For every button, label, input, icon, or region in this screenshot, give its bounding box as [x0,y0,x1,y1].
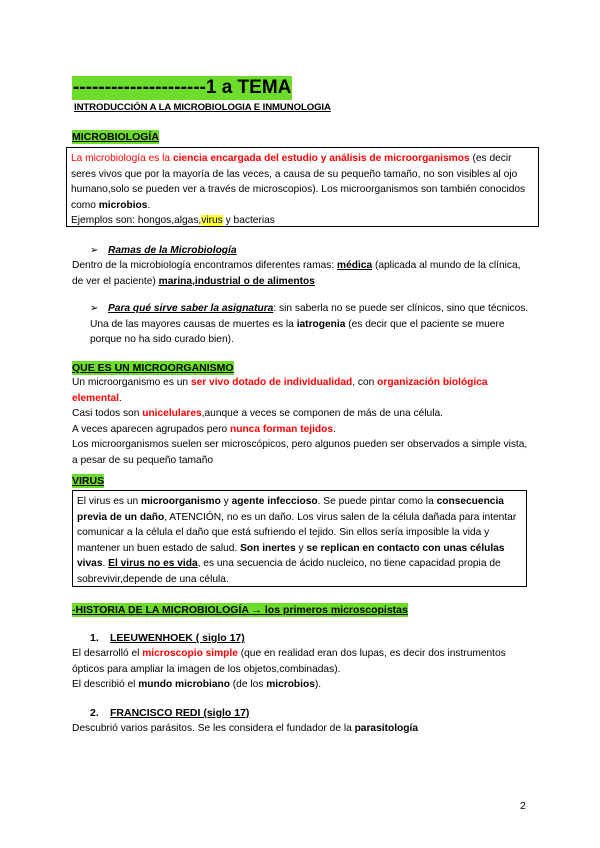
text: El virus no es vida [108,558,198,570]
asignatura-paragraph [90,301,532,348]
text: iatrogenia [296,318,346,330]
text: agente infeccioso [231,496,318,507]
text: ser vivo dotado de individualidad [190,377,353,388]
text: y [220,496,232,507]
text: organización biológica elemental [72,377,488,404]
text: Son inertes [240,542,296,554]
microbiologia-box [66,147,539,227]
text: y [295,542,307,554]
text: médica [337,260,373,271]
text: microbios [98,199,148,211]
text: microscopio simple [142,648,238,659]
text: El describió el [72,679,139,691]
text: : sin saberla no se puede ser clínicos, sino que técnicos. Una de las mayores causas de muertes es la [90,303,529,330]
historia-item-2-heading [90,707,249,719]
virus-box [72,490,527,587]
arrow-bullet-icon: ➢ [90,303,99,314]
text: La microbiología es la [71,153,173,164]
section-heading-virus: VIRUS [72,475,105,487]
highlight-virus: virus [201,215,223,227]
text: Los microorganismos suelen ser microscópicos, pero algunos pueden ser observados a simple vista, a pesar de su pequeño tamaño [72,439,528,466]
text: microbios [266,679,315,691]
text: parasitología [354,723,418,734]
text: (es decir seres vivos que por la mayoría de las veces, a causa de su pequeño tamaño, no son visibles al ojo humano,solo se pueden ver a través de microscopios). Los microorganismos son también conocidos como [71,153,526,211]
text: . [147,199,151,211]
historia-item-1-text [72,646,534,693]
list-number: 2. [90,707,99,719]
subheading-asignatura: Para qué sirve saber la asignatura [108,303,274,314]
text: Casi todos son [72,408,143,420]
text: . [119,392,122,404]
text: . [102,558,109,570]
text: (es decir que el paciente se muere porque no ha sido curado bien). [90,318,505,346]
list-number: 1. [90,632,99,644]
page-number: 2 [520,800,526,812]
text: Un microorganismo es un [72,377,191,388]
text: marina,industrial o de alimentos [158,275,315,287]
text: microorganismo [140,496,221,507]
text: , con [352,377,378,388]
bullet-ramas [90,243,237,259]
text: Dentro de la microbiología encontramos diferentes ramas: [72,260,338,271]
text: FRANCISCO REDI (siglo 17) [110,707,250,719]
section-heading-microorganismo: QUE ES UN MICROORGANISMO [72,362,234,374]
text: mundo microbiano [138,679,230,691]
text: . [333,423,336,435]
section-heading-historia: -HISTORIA DE LA MICROBIOLOGÍA → los primeros microscopistas [72,604,408,616]
text: . Se puede pintar como la [317,496,437,507]
text: nunca forman tejidos [230,423,334,435]
text: (que en realidad eran dos lupas, es decir dos instrumentos ópticos para ampliar la imagen de los objetos,combinadas). [72,648,506,675]
text: El desarrolló el [72,648,143,659]
page-title: ---------------------1 a TEMA [73,77,292,98]
historia-item-2-text [72,721,534,737]
text: y bacterias [222,215,275,227]
text: consecuencia previa de un daño [77,496,504,523]
text: A veces aparecen agrupados pero [72,423,231,435]
subheading-ramas: Ramas de la Microbiología [108,245,237,256]
text: unicelulares [142,408,202,420]
text: (de los [229,679,267,691]
arrow-bullet-icon: ➢ [90,245,99,256]
historia-item-1-heading [90,632,245,644]
text: ,aunque a veces se componen de más de una célula. [201,408,443,420]
microorganismo-paragraph [72,375,534,469]
text: Descubrió varios parásitos. Se les considera el fundador de la [72,723,355,734]
text: se replican en contacto con unas células vivas [77,542,505,570]
text: Ejemplos son: hongos,algas, [71,215,202,227]
ramas-paragraph [72,258,532,289]
section-heading-microbiologia: MICROBIOLOGÍA [72,131,159,143]
text: ). [314,679,322,691]
text: LEEUWENHOEK ( siglo 17) [110,632,245,644]
text: El virus es un [77,496,141,507]
text: , es una secuencia de ácido nucleico, no tiene capacidad propia de sobrevivir,depende de una célula. [77,558,501,585]
text: , ATENCIÓN, no es un daño. Los virus salen de la célula dañada para intentar comunicar a la célula el daño que está sufriendo el tejido. Sin ellos sería imposible la vida y mantener un buen estado de salud. [77,511,517,554]
text: (aplicada al mundo de la clínica, de ver el paciente) [72,260,521,287]
text: ciencia encargada del estudio y análisis de microorganismos [172,153,470,164]
page-subtitle: INTRODUCCIÓN A LA MICROBIOLOGIA E INMUNOLOGIA [74,102,331,113]
